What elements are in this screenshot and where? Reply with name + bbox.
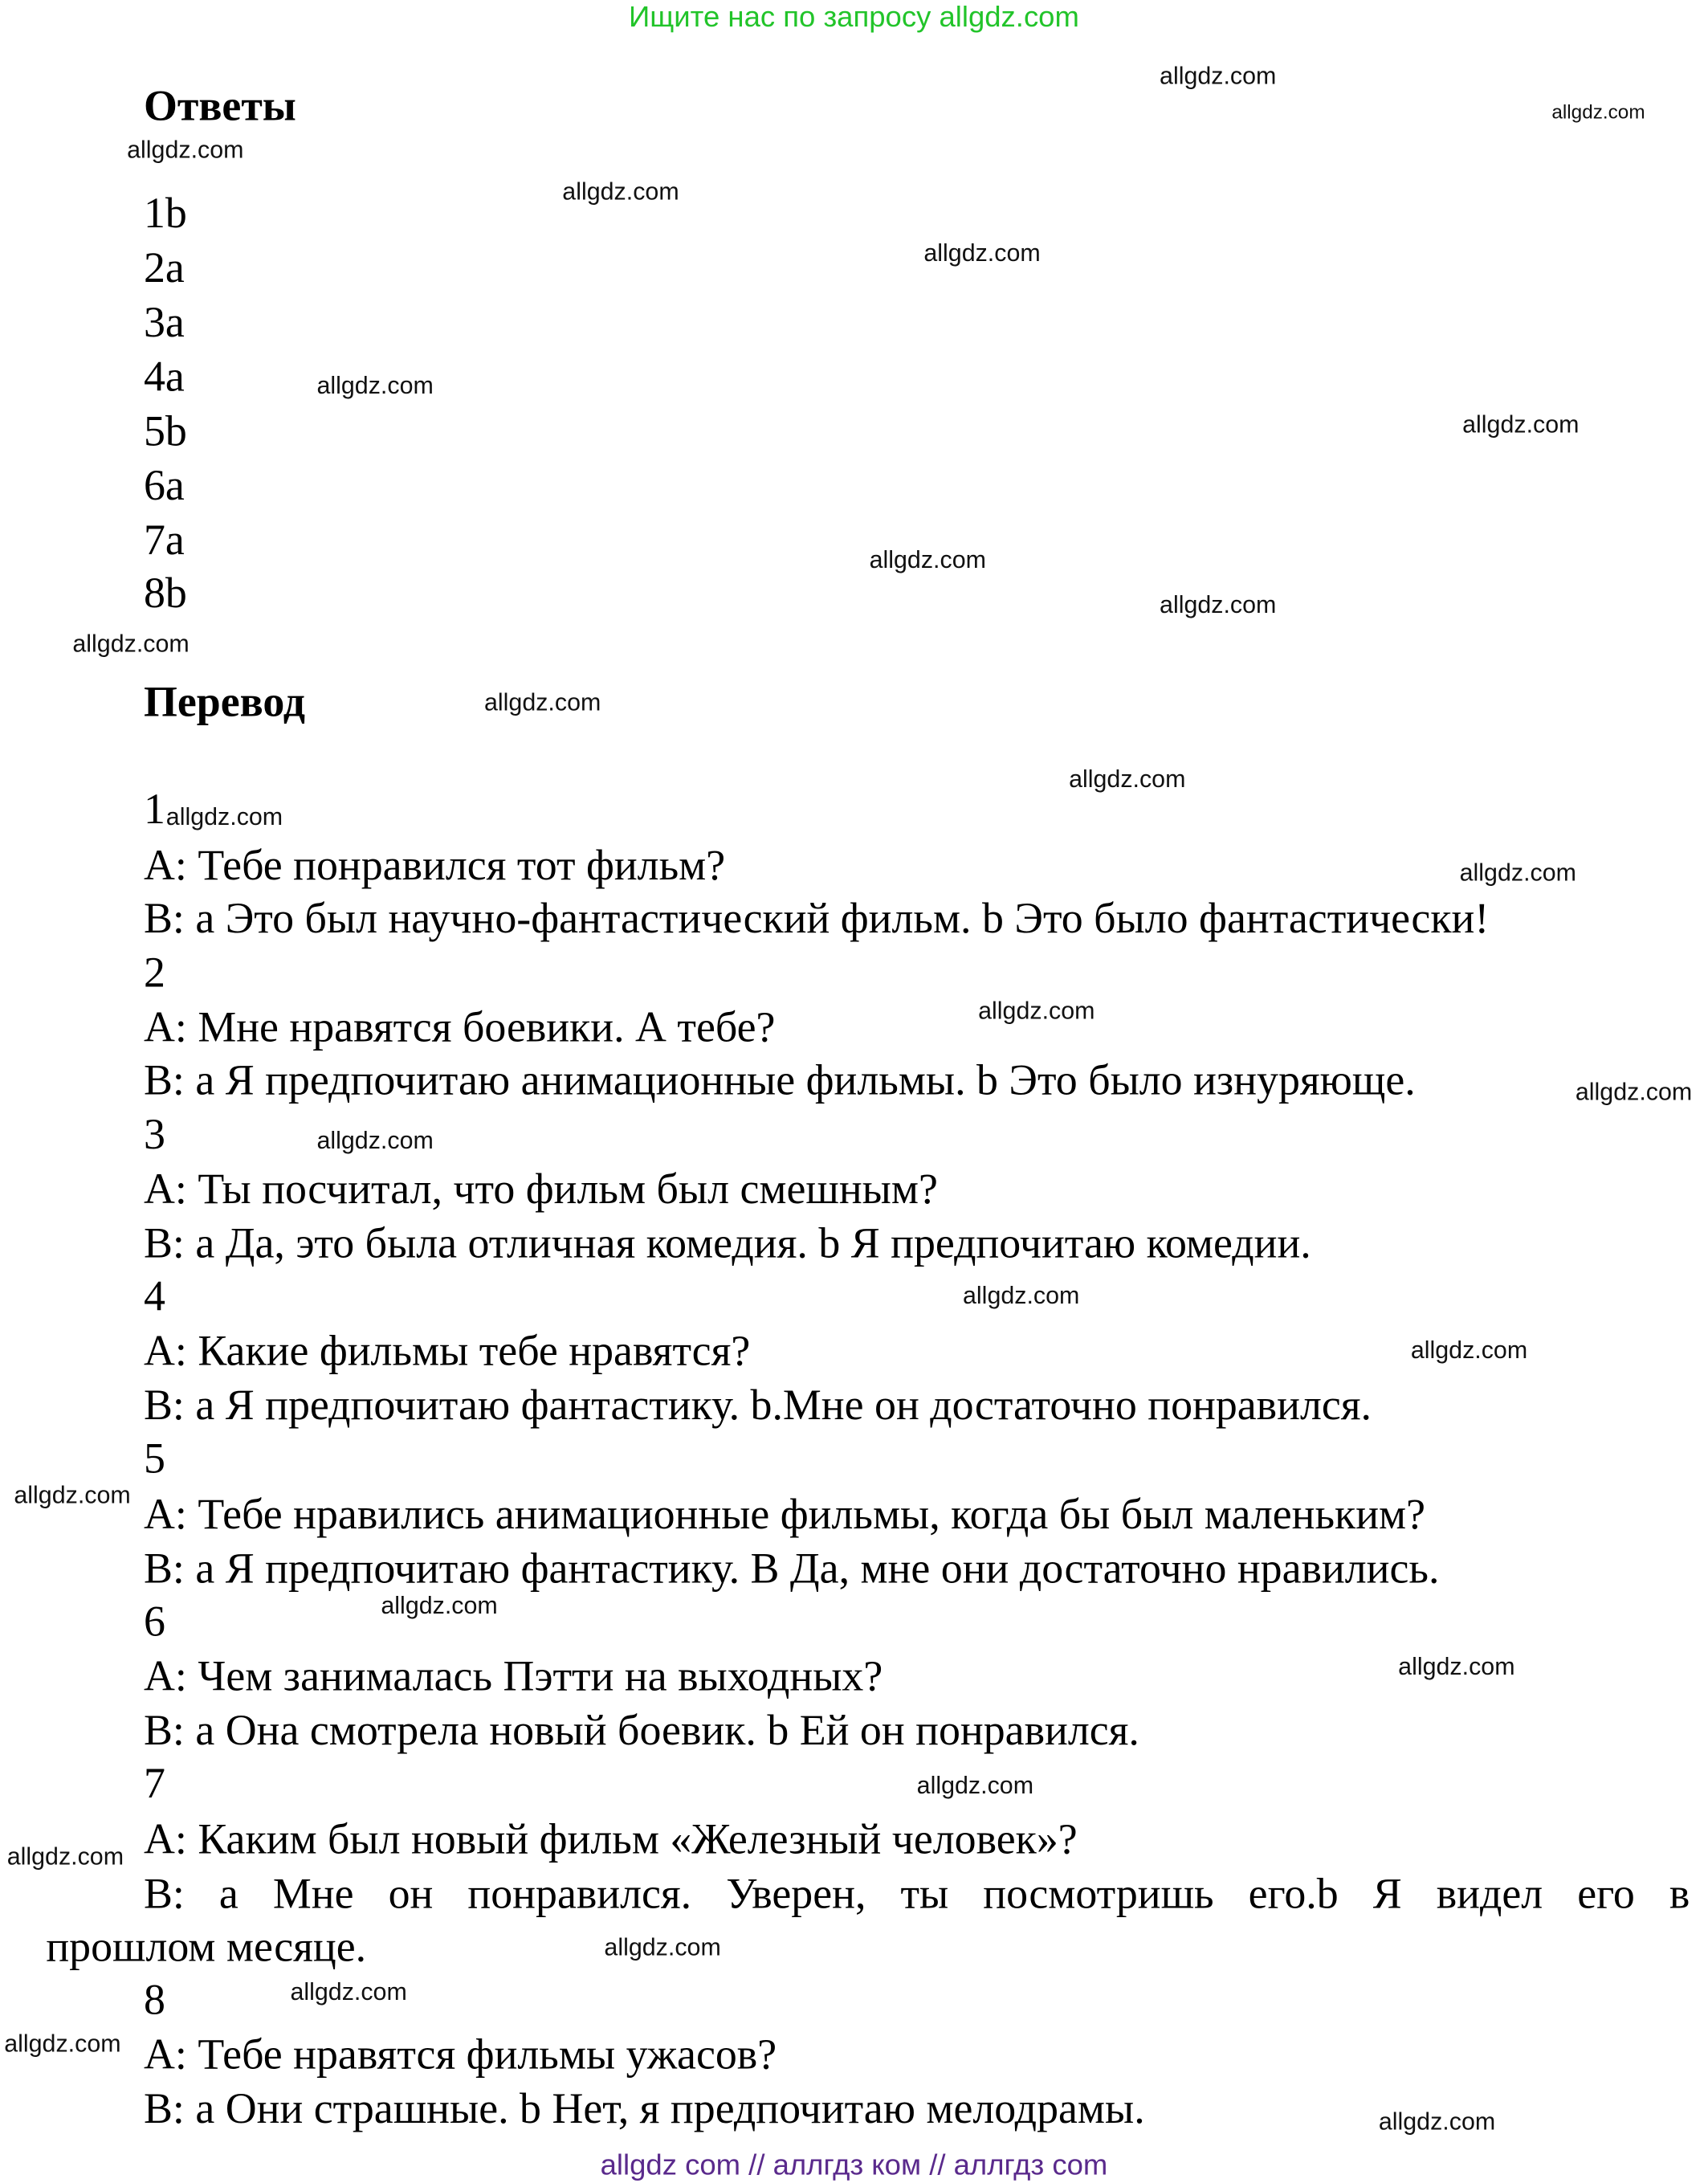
dialogue-line-a: A: Чем занималась Пэтти на выходных? [143, 1651, 883, 1700]
watermark: allgdz.com [14, 1480, 131, 1509]
watermark: allgdz.com [316, 371, 434, 399]
dialogue-number: 6 [143, 1596, 165, 1646]
dialogue-line-a: A: Каким был новый фильм «Железный человек»? [143, 1814, 1078, 1863]
dialogue-line-b: B: a Я предпочитаю фантастику. b.Мне он достаточно понравился. [143, 1380, 1372, 1430]
watermark: allgdz.com [1069, 765, 1186, 794]
watermark: allgdz.com [127, 135, 244, 164]
dialogue-line-b: B: a Они страшные. b Нет, я предпочитаю мелодрамы. [143, 2083, 1145, 2133]
dialogue-number: 4 [143, 1271, 165, 1320]
dialogue-number: 7 [143, 1758, 165, 1808]
dialogue-line-b: B: a Это был научно-фантастический фильм. b Это было фантастически! [143, 893, 1490, 942]
watermark: allgdz.com [562, 177, 679, 206]
watermark: allgdz.com [963, 1281, 1080, 1309]
watermark: allgdz.com [316, 1126, 434, 1155]
dialogue-line-b: B: a Мне он понравился. Уверен, ты посмотришь его.b Я видел его в [143, 1868, 1690, 1918]
top-banner: Ищите нас по запросу allgdz.com [629, 1, 1079, 34]
dialogue-number: 8 [143, 1974, 165, 2024]
dialogue-number: 5 [143, 1433, 165, 1483]
watermark: allgdz.com [1462, 410, 1580, 439]
watermark: allgdz.com [869, 545, 986, 574]
dialogue-number: 3 [143, 1109, 165, 1159]
watermark: allgdz.com [1398, 1652, 1515, 1681]
watermark: allgdz.com [1160, 590, 1277, 618]
dialogue-line-a: A: Тебе понравился тот фильм? [143, 840, 726, 889]
dialogue-line-a: A: Ты посчитал, что фильм был смешным? [143, 1164, 938, 1214]
dialogue-line-a: A: Мне нравятся боевики. А тебе? [143, 1002, 776, 1051]
dialogue-line-b: B: a Она смотрела новый боевик. b Ей он понравился. [143, 1705, 1139, 1755]
watermark: allgdz.com [1575, 1077, 1693, 1106]
answer-item: 6a [143, 460, 185, 510]
footer-links: allgdz com // аллгдз ком // аллгдз com [600, 2149, 1108, 2182]
dialogue-line-b: B: a Я предпочитаю анимационные фильмы. b Это было изнуряюще. [143, 1055, 1416, 1104]
watermark: allgdz.com [483, 688, 601, 716]
translation-heading: Перевод [143, 676, 306, 726]
answer-item: 7a [143, 515, 185, 565]
answer-item: 8b [143, 568, 187, 618]
dialogue-line-b: B: a Да, это была отличная комедия. b Я предпочитаю комедии. [143, 1218, 1311, 1267]
watermark: allgdz.com [1160, 61, 1277, 90]
answer-item: 5b [143, 406, 187, 455]
watermark: allgdz.com [923, 239, 1041, 267]
dialogue-line-a: A: Тебе нравятся фильмы ужасов? [143, 2029, 777, 2079]
watermark: allgdz.com [978, 996, 1095, 1025]
watermark: allgdz.com [4, 2029, 121, 2058]
answers-heading: Ответы [143, 80, 296, 130]
watermark: allgdz.com [604, 1932, 721, 1961]
watermark: allgdz.com [381, 1590, 498, 1619]
watermark: allgdz.com [1459, 858, 1577, 887]
watermark: allgdz.com [72, 629, 190, 658]
watermark: allgdz.com [1410, 1335, 1528, 1364]
dialogue-number: 2 [143, 947, 165, 997]
watermark: allgdz.com [290, 1977, 407, 2006]
watermark: allgdz.com [165, 802, 283, 830]
watermark: allgdz.com [6, 1842, 124, 1871]
dialogue-number: 1 [143, 784, 165, 834]
dialogue-line-a: A: Какие фильмы тебе нравятся? [143, 1325, 751, 1375]
dialogue-line-b-continued: прошлом месяце. [46, 1921, 367, 1971]
watermark: allgdz.com [1551, 100, 1645, 123]
answer-item: 2a [143, 243, 185, 292]
dialogue-line-a: A: Тебе нравились анимационные фильмы, когда бы был маленьким? [143, 1489, 1426, 1538]
watermark: allgdz.com [916, 1771, 1034, 1799]
answer-item: 4a [143, 351, 185, 401]
answer-item: 1b [143, 188, 187, 238]
answer-item: 3a [143, 297, 185, 346]
dialogue-line-b: B: a Я предпочитаю фантастику. В Да, мне они достаточно нравились. [143, 1543, 1440, 1593]
watermark: allgdz.com [1378, 2107, 1496, 2136]
